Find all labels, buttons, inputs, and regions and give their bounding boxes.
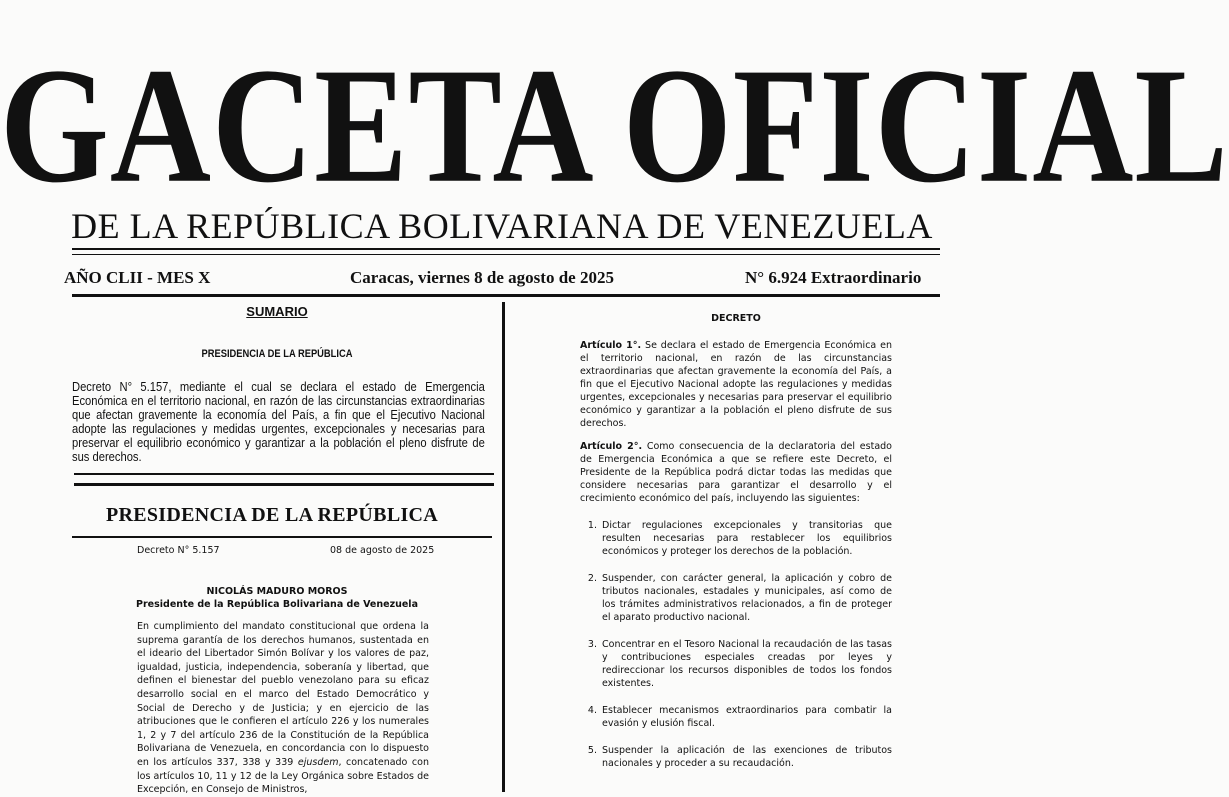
- newspaper-title: GACETA OFICIAL: [0, 34, 1229, 218]
- divider-rule: [72, 294, 940, 297]
- issue-place-date: Caracas, viernes 8 de agosto de 2025: [350, 268, 614, 287]
- signer-name: NICOLÁS MADURO MOROS: [206, 586, 348, 597]
- summary-section: PRESIDENCIA DE LA REPÚBLICA: [201, 348, 353, 360]
- signer: [62, 585, 492, 611]
- article-2: [580, 440, 892, 505]
- divider-rule: [72, 536, 492, 538]
- article-2-label: Artículo 2°.: [580, 441, 643, 452]
- divider-rule: [74, 473, 494, 475]
- decree-number: Decreto N° 5.157: [137, 545, 220, 556]
- issue-year-month: AÑO CLII - MES X: [64, 268, 211, 287]
- divider-rule: [74, 483, 494, 486]
- section-title: PRESIDENCIA DE LA REPÚBLICA: [105, 504, 439, 526]
- preamble-text: En cumplimiento del mandato constitucional que ordena la suprema garantía de los derechos humanos, sustentada en el ideario del Libertador Simón Bolívar y los valores de paz, igualdad, justicia, independencia, soberanía y libertad, que definen el bienestar del pueblo venezolano para su eficaz desarrollo social en el marco del Estado Democrático y Social de Derecho y de Justicia; y en ejercicio de las atribuciones que le confieren el artículo 226 y los numerales 1, 2 y 7 del artículo 236 de la Constitución de la República Bolivariana de Venezuela, en concordancia con lo dispuesto en los artículos 337, 338 y 339: [137, 621, 429, 768]
- preamble-text-cont: , concatenado con los artículos 10, 11 y 12 de la Ley Orgánica sobre Estados de Excepción, en Consejo de Ministros,: [137, 756, 429, 796]
- issue-number: N° 6.924 Extraordinario: [745, 268, 922, 287]
- summary-heading: SUMARIO: [246, 304, 308, 319]
- article-1-text: Se declara el estado de Emergencia Económica en el territorio nacional, en razón de las circunstancias extraordinarias que afectan gravemente la economía del País, a fin que el Ejecutivo Nacional adopte las regulaciones y medidas urgentes, excepcionales y necesarias para preservar el equilibrio económico y garantizar a la población el pleno disfrute de sus derechos.: [580, 340, 892, 429]
- decree-date: 08 de agosto de 2025: [330, 545, 435, 556]
- list-item: 2. Suspender, con carácter general, la aplicación y cobro de tributos nacionales, estadales y municipales, así como de los trámites administrativos relacionados, a fin de proteger el aparato productivo nacional.: [600, 572, 892, 624]
- summary-text: Decreto N° 5.157, mediante el cual se declara el estado de Emergencia Económica en el territorio nacional, en razón de las circunstancias extraordinarias que afectan gravemente la economía del País, a fin que el Ejecutivo Nacional adopte las regulaciones y medidas urgentes, excepcionales y necesarias para preservar el equilibrio económico y garantizar a la población el pleno disfrute de sus derechos.: [72, 379, 485, 464]
- list-item: 4. Establecer mecanismos extraordinarios para combatir la evasión y elusión fiscal.: [600, 704, 892, 730]
- divider-rule: [72, 248, 940, 250]
- article-2-text: Como consecuencia de la declaratoria del estado de Emergencia Económica a que se refiere este Decreto, el Presidente de la República podrá dictar todas las medidas que considere necesarias para garantizar el desarrollo y el crecimiento económico del país, incluyendo las siguientes:: [580, 441, 892, 504]
- decree-heading: DECRETO: [711, 313, 761, 324]
- article-1: [580, 339, 892, 430]
- divider-rule: [72, 254, 940, 255]
- list-item: 3. Concentrar en el Tesoro Nacional la recaudación de las tasas y contribuciones especiales creadas por leyes y redireccionar los recursos disponibles de todos los fondos existentes.: [600, 638, 892, 690]
- decree-preamble: [137, 620, 429, 797]
- list-item: 1. Dictar regulaciones excepcionales y transitorias que resulten necesarias para restablecer los equilibrios económicos y proteger los derechos de la población.: [600, 519, 892, 558]
- decree-column: [580, 312, 892, 784]
- signer-title: Presidente de la República Bolivariana de Venezuela: [136, 599, 418, 610]
- newspaper-subtitle: DE LA REPÚBLICA BOLIVARIANA DE VENEZUELA: [71, 206, 933, 246]
- measures-list: [580, 519, 892, 770]
- column-divider: [502, 302, 505, 792]
- article-1-label: Artículo 1°.: [580, 340, 642, 351]
- list-item: 5. Suspender la aplicación de las exenciones de tributos nacionales y proceder a su recaudación.: [600, 744, 892, 770]
- preamble-italic: ejusdem: [297, 756, 339, 768]
